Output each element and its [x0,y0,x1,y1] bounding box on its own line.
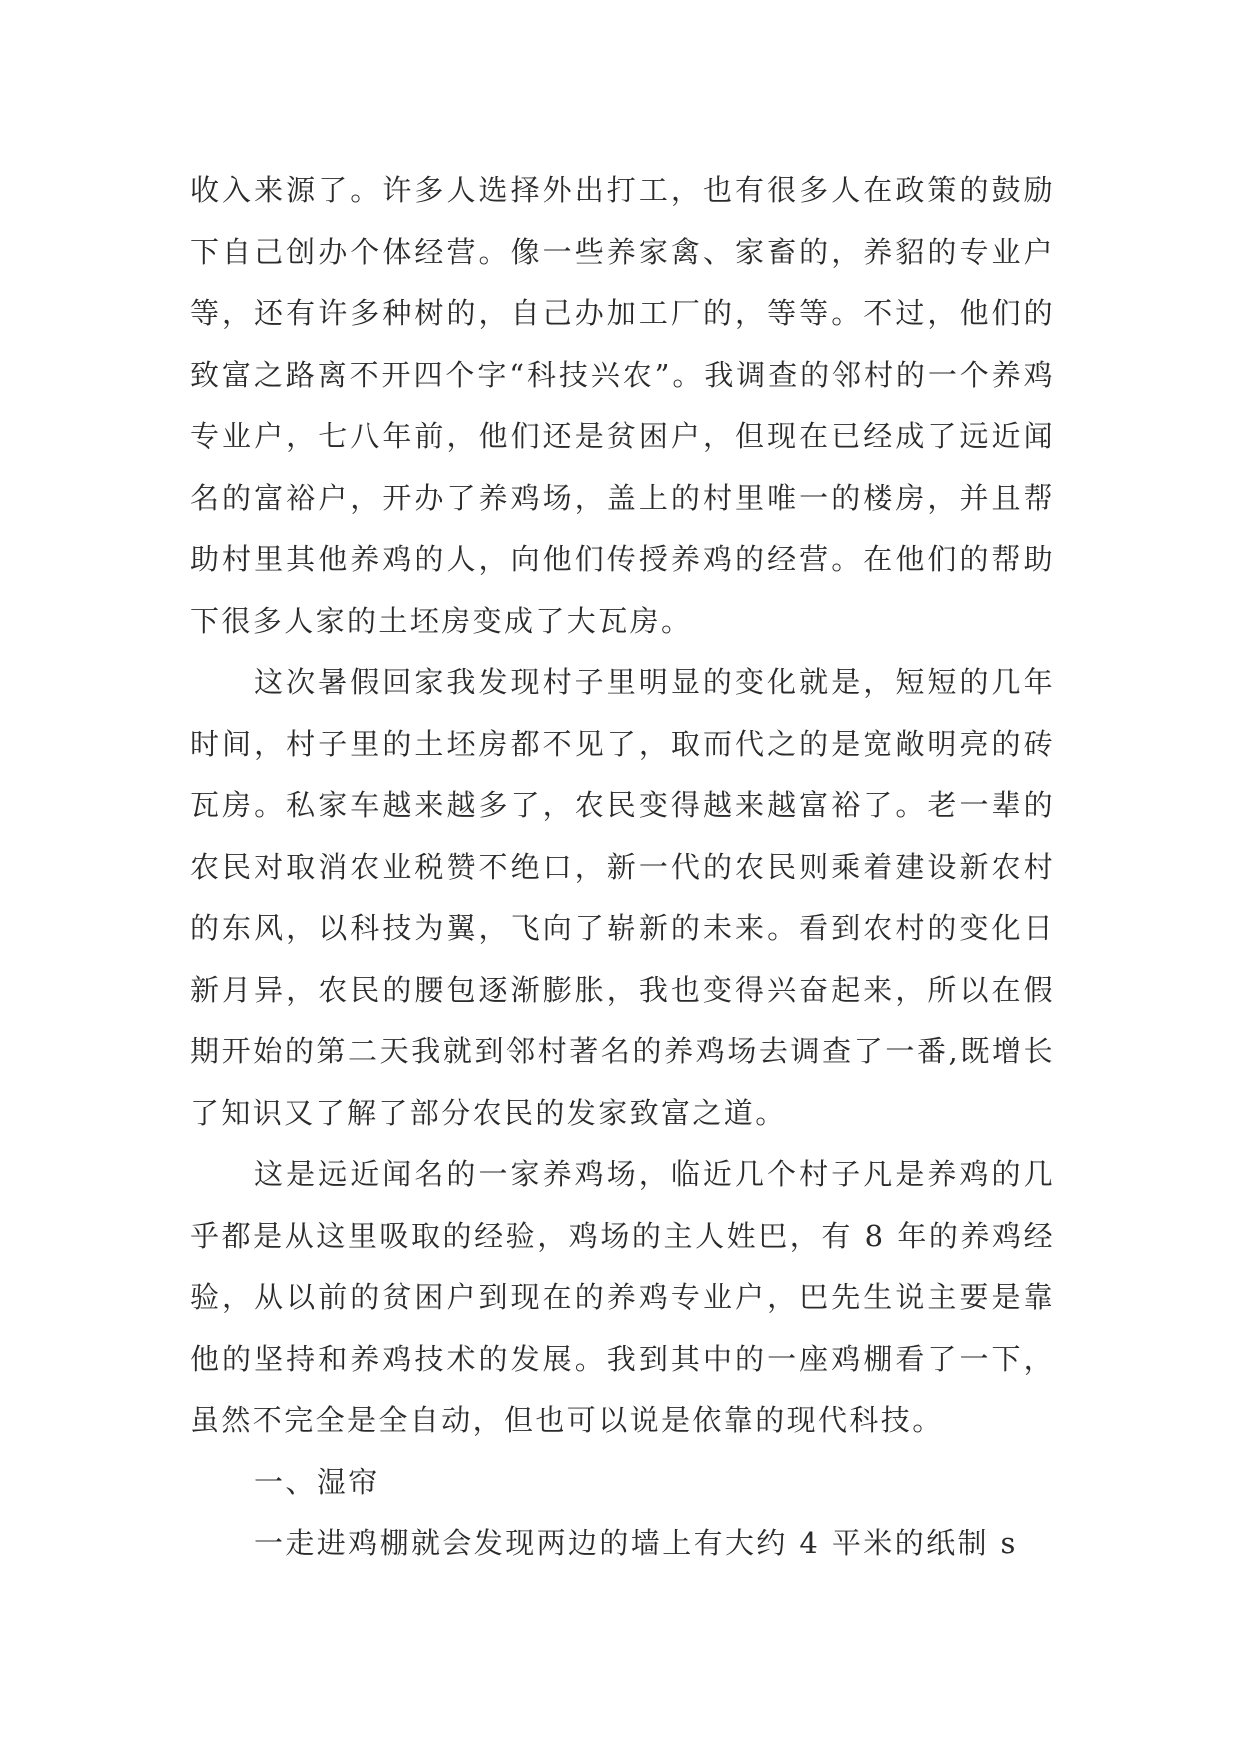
paragraph-3: 这是远近闻名的一家养鸡场，临近几个村子凡是养鸡的几乎都是从这里吸取的经验，鸡场的主人姓巴，有 8 年的养鸡经验，从以前的贫困户到现在的养鸡专业户，巴先生说主要是靠他的坚持和养鸡技术的发展。我到其中的一座鸡棚看了一下，虽然不完全是全自动，但也可以说是依靠的现代科技。 [190,1157,1055,1437]
paragraph-2: 这次暑假回家我发现村子里明显的变化就是，短短的几年时间，村子里的土坯房都不见了，取而代之的是宽敞明亮的砖瓦房。私家车越来越多了，农民变得越来越富裕了。老一辈的农民对取消农业税赞不绝口，新一代的农民则乘着建设新农村的东风，以科技为翼，飞向了崭新的未来。看到农村的变化日新月异，农民的腰包逐渐膨胀，我也变得兴奋起来，所以在假期开始的第二天我就到邻村著名的养鸡场去调查了一番,既增长了知识又了解了部分农民的发家致富之道。 [190,665,1055,1130]
paragraph-4: 一走进鸡棚就会发现两边的墙上有大约 4 平米的纸制 s [254,1526,1018,1560]
paragraph-1: 收入来源了。许多人选择外出打工，也有很多人在政策的鼓励下自己创办个体经营。像一些养家禽、家畜的，养貂的专业户等，还有许多种树的，自己办加工厂的，等等。不过，他们的致富之路离不开四个字“科技兴农”。我调查的邻村的一个养鸡专业户，七八年前，他们还是贫困户，但现在已经成了远近闻名的富裕户，开办了养鸡场，盖上的村里唯一的楼房，并且帮助村里其他养鸡的人，向他们传授养鸡的经营。在他们的帮助下很多人家的土坯房变成了大瓦房。 [190,173,1055,638]
section-heading: 一、湿帘 [254,1464,380,1499]
document-body [190,160,1055,1575]
